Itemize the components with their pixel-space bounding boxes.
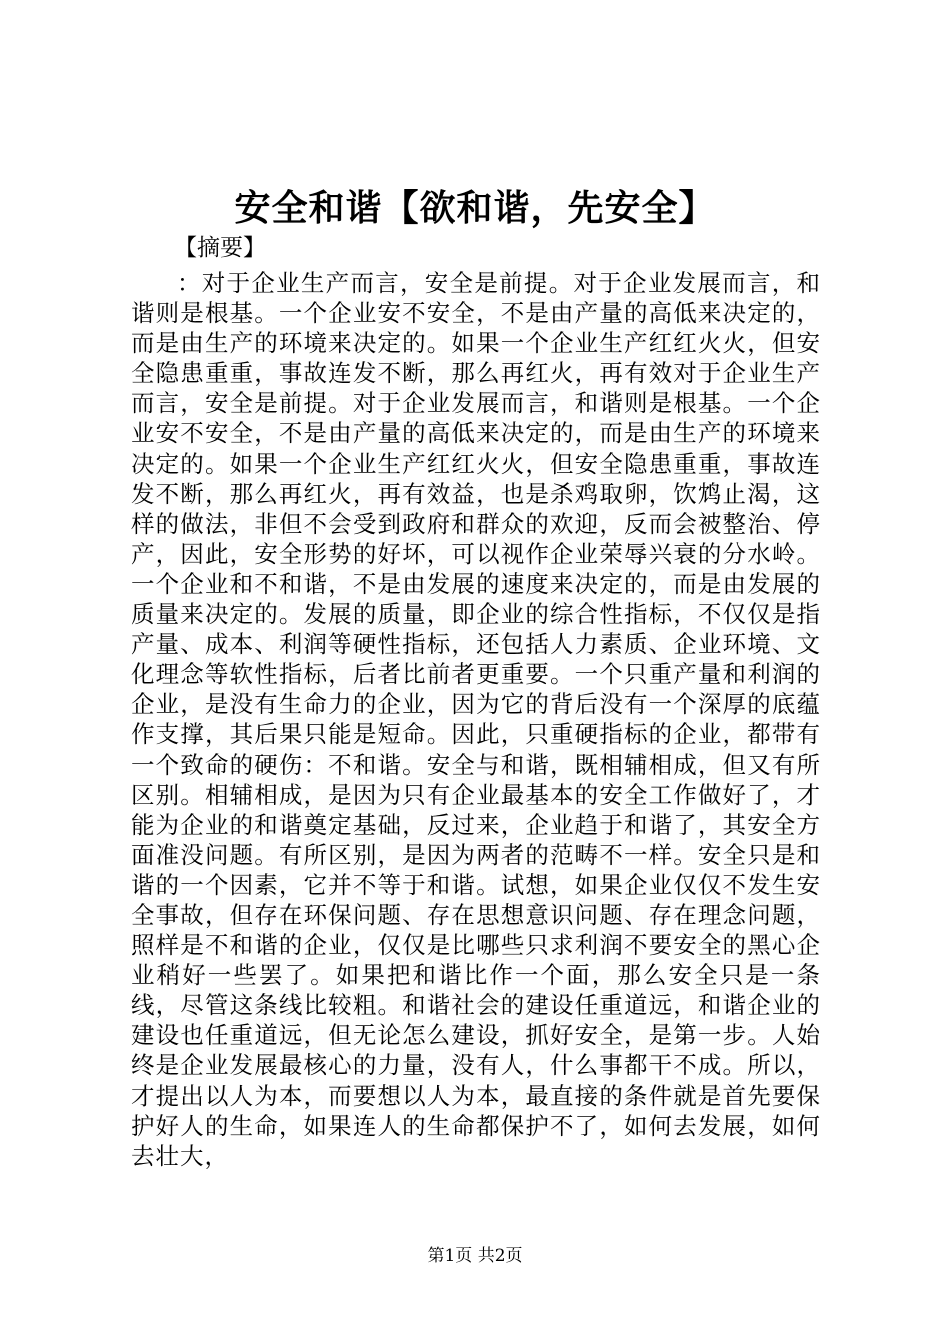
document-title: 安全和谐【欲和谐，先安全】: [234, 187, 716, 229]
page-number-footer: 第1页 共2页: [427, 1246, 523, 1266]
abstract-label: 【摘要】: [174, 235, 266, 261]
abstract-body-text: ：对于企业生产而言，安全是前提。对于企业发展而言，和谐则是根基。一个企业安不安全，不是由产量的高低来决定的，而是由生产的环境来决定的。如果一个企业生产红红火火，但安全隐患重重，事故连发不断，那么再红火，再有效对于企业生产而言，安全是前提。对于企业发展而言，和谐则是根基。一个企业安不安全，不是由产量的高低来决定的，而是由生产的环境来决定的。如果一个企业生产红红火火，但安全隐患重重，事故连发不断，那么再红火，再有效益，也是杀鸡取卵，饮鸩止渴，这样的做法，非但不会受到政府和群众的欢迎，反而会被整治、停产，因此，安全形势的好坏，可以视作企业荣辱兴衰的分水岭。一个企业和不和谐，不是由发展的速度来决定的，而是由发展的质量来决定的。发展的质量，即企业的综合性指标，不仅仅是指产量、成本、利润等硬性指标，还包括人力素质、企业环境、文化理念等软性指标，后者比前者更重要。一个只重产量和利润的企业，是没有生命力的企业，因为它的背后没有一个深厚的底蕴作支撑，其后果只能是短命。因此，只重硬指标的企业，都带有一个致命的硬伤：不和谐。安全与和谐，既相辅相成，但又有所区别。相辅相成，是因为只有企业最基本的安全工作做好了，才能为企业的和谐奠定基础，反过来，企业趋于和谐了，其安全方面准没问题。有所区别，是因为两者的范畴不一样。安全只是和谐的一个因素，它并不等于和谐。试想，如果企业仅仅不发生安全事故，但存在环保问题、存在思想意识问题、存在理念问题，照样是不和谐的企业，仅仅是比哪些只求利润不要安全的黑心企业稍好一些罢了。如果把和谐比作一个面，那么安全只是一条线，尽管这条线比较粗。和谐社会的建设任重道远，和谐企业的建设也任重道远，但无论怎么建设，抓好安全，是第一步。人始终是企业发展最核心的力量，没有人，什么事都干不成。所以，才提出以人为本，而要想以人为本，最直接的条件就是首先要保护好人的生命，如果连人的生命都保护不了，如何去发展，如何去壮大，: [131, 269, 821, 1170]
